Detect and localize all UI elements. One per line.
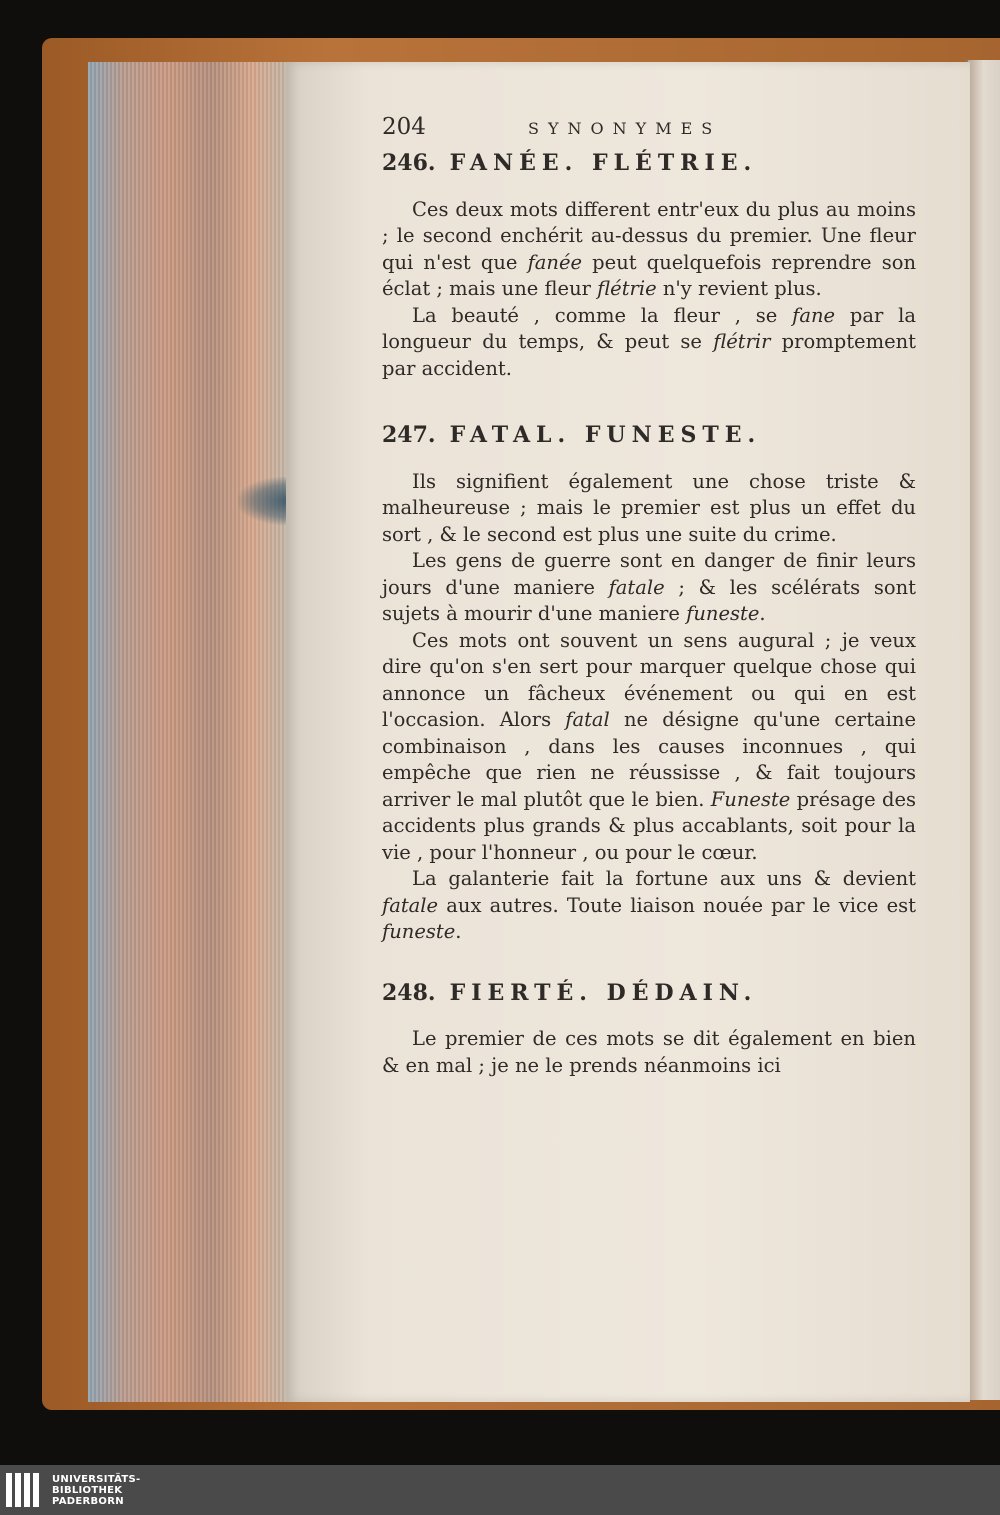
- entry-heading: FATAL. FUNESTE.: [449, 422, 762, 448]
- entry-heading: FANÉE. FLÉTRIE.: [449, 150, 758, 176]
- entry-heading: FIERTÉ. DÉDAIN.: [449, 979, 758, 1006]
- text-run: Ces mots ont souvent un sens augural ; je veux dire qu'on s'en sert pour marquer quelque chose qui annonce un fâcheux événement ou qui en est l'occasion. Alors: [382, 628, 916, 731]
- logo-line: UNIVERSITÄTS-: [52, 1473, 141, 1485]
- entry-title: [382, 422, 916, 449]
- paragraph: [382, 866, 916, 946]
- facing-page-edge: [966, 60, 1000, 1400]
- library-logo-text: [52, 1474, 141, 1507]
- text-run: présage des accidents plus grands & plus accablants, soit pour la vie , pour l'honneur , ou pour le cœur.: [382, 787, 916, 864]
- marbled-page-edges: [88, 62, 288, 1402]
- text-run: n'y revient plus.: [656, 277, 822, 300]
- italic-word: flétrir: [713, 330, 771, 353]
- text-run: Ils signifient également une chose triste & malheureuse ; mais le premier est plus un effet du sort , & le second est plus une suite du crime.: [382, 469, 916, 546]
- italic-word: fatale: [608, 575, 665, 599]
- entry-title: [382, 980, 916, 1007]
- italic-word: funeste: [382, 920, 456, 943]
- page-number: 204: [382, 114, 426, 140]
- logo-line: PADERBORN: [52, 1495, 124, 1507]
- paragraph: [382, 469, 916, 549]
- italic-word: flétrie: [597, 277, 657, 300]
- italic-word: fatal: [565, 708, 610, 731]
- text-run: Ces deux mots different entr'eux du plus au moins ; le second enchérit au-dessus du premier. Une fleur qui n'est que: [382, 197, 916, 274]
- library-logo-icon: [6, 1473, 42, 1507]
- page-text: [382, 114, 916, 1079]
- text-run: La galanterie fait la fortune aux uns & devient: [412, 867, 916, 890]
- text-run: Le premier de ces mots se dit également en bien & en mal ; je ne le prends néanmoins ici: [382, 1027, 916, 1077]
- entries: [382, 150, 916, 1079]
- entry-number: 247.: [382, 422, 436, 448]
- text-run: promptement par accident.: [382, 330, 917, 380]
- book-page: [286, 62, 970, 1402]
- text-run: .: [759, 602, 766, 625]
- paragraph: [382, 303, 916, 383]
- text-run: .: [455, 920, 462, 943]
- text-run: La beauté , comme la fleur , se: [412, 303, 793, 327]
- italic-word: Funeste: [710, 787, 791, 811]
- text-run: ne désigne qu'une certaine combinaison , dans les causes inconnues , qui empêche que rien ne réussisse , & fait toujours arriver le mal plutôt que le bien.: [382, 708, 916, 811]
- paragraph: [382, 1026, 916, 1079]
- text-run: peut quelquefois reprendre son éclat ; mais une fleur: [382, 250, 916, 300]
- running-head: SYNONYMES: [528, 119, 722, 138]
- paragraph: [382, 628, 916, 867]
- entry-title: [382, 150, 916, 177]
- italic-word: fane: [792, 303, 836, 327]
- library-footer: [0, 1465, 1000, 1515]
- entry-number: 246.: [382, 150, 436, 176]
- paragraph: [382, 548, 916, 628]
- entry-number: 248.: [382, 979, 436, 1006]
- page-header: [382, 114, 916, 150]
- logo-line: BIBLIOTHEK: [52, 1484, 123, 1496]
- text-run: ; & les scélérats sont sujets à mourir d'une maniere: [382, 575, 916, 625]
- text-run: aux autres. Toute liaison nouée par le vice est: [438, 893, 916, 917]
- italic-word: fanée: [527, 250, 583, 274]
- italic-word: fatale: [382, 893, 439, 917]
- paragraph: [382, 197, 916, 303]
- italic-word: funeste: [686, 602, 760, 625]
- text-run: Les gens de guerre sont en danger de finir leurs jours d'une maniere: [382, 549, 916, 599]
- text-run: par la longueur du temps, & peut se: [382, 303, 916, 353]
